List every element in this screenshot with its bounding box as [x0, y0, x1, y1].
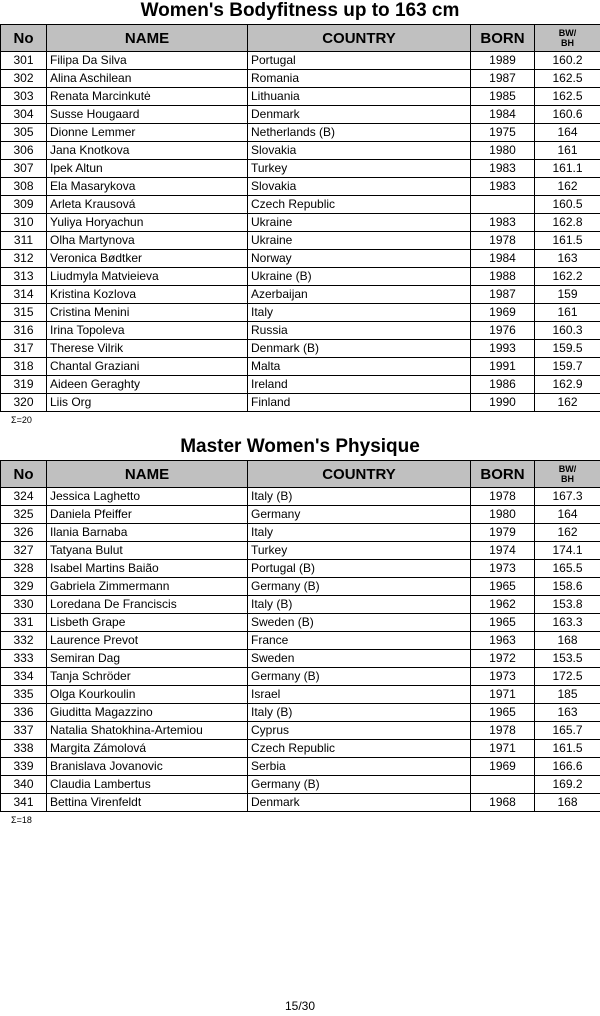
table-row [1, 70, 600, 88]
table-row [1, 376, 600, 394]
cell-born: 1978 [471, 488, 535, 506]
cell-bw-bh: 161.5 [535, 232, 600, 250]
cell-country: Israel [248, 686, 471, 704]
cell-bw-bh: 160.2 [535, 52, 600, 70]
cell-bw-bh: 162 [535, 178, 600, 196]
cell-born: 1988 [471, 268, 535, 286]
cell-number: 316 [1, 322, 47, 340]
cell-country: Turkey [248, 542, 471, 560]
table-row [1, 578, 600, 596]
cell-name: Ilania Barnaba [47, 524, 248, 542]
cell-name: Dionne Lemmer [47, 124, 248, 142]
table-row [1, 704, 600, 722]
table-row [1, 142, 600, 160]
cell-born: 1991 [471, 358, 535, 376]
cell-name: Olha Martynova [47, 232, 248, 250]
cell-number: 302 [1, 70, 47, 88]
cell-born: 1983 [471, 214, 535, 232]
cell-name: Liis Org [47, 394, 248, 412]
cell-name: Alina Aschilean [47, 70, 248, 88]
cell-number: 326 [1, 524, 47, 542]
cell-born: 1989 [471, 52, 535, 70]
cell-country: Italy [248, 304, 471, 322]
cell-bw-bh: 172.5 [535, 668, 600, 686]
cell-number: 328 [1, 560, 47, 578]
table-row [1, 758, 600, 776]
cell-number: 309 [1, 196, 47, 214]
cell-country: Slovakia [248, 178, 471, 196]
cell-name: Laurence Prevot [47, 632, 248, 650]
cell-country: Ukraine [248, 214, 471, 232]
table-row [1, 304, 600, 322]
cell-number: 315 [1, 304, 47, 322]
cell-country: Czech Republic [248, 740, 471, 758]
cell-bw-bh: 153.5 [535, 650, 600, 668]
header-row [1, 25, 600, 52]
header-bw: BW/ [558, 464, 577, 474]
cell-born: 1980 [471, 142, 535, 160]
table-row [1, 632, 600, 650]
cell-country: Sweden (B) [248, 614, 471, 632]
table-row [1, 650, 600, 668]
cell-country: Italy (B) [248, 704, 471, 722]
cell-country: Sweden [248, 650, 471, 668]
cell-number: 303 [1, 88, 47, 106]
cell-number: 335 [1, 686, 47, 704]
cell-country: Ireland [248, 376, 471, 394]
page-number: 15/30 [284, 999, 316, 1013]
cell-number: 314 [1, 286, 47, 304]
cell-country: Germany (B) [248, 668, 471, 686]
cell-bw-bh: 162.2 [535, 268, 600, 286]
header-bw-bh [535, 25, 600, 52]
cell-bw-bh: 168 [535, 794, 600, 812]
cell-number: 310 [1, 214, 47, 232]
cell-born [471, 776, 535, 794]
cell-born: 1965 [471, 704, 535, 722]
cell-number: 319 [1, 376, 47, 394]
cell-name: Gabriela Zimmermann [47, 578, 248, 596]
cell-country: Denmark [248, 106, 471, 124]
cell-number: 311 [1, 232, 47, 250]
cell-number: 325 [1, 506, 47, 524]
table-row [1, 686, 600, 704]
header-row [1, 461, 600, 488]
cell-country: Ukraine [248, 232, 471, 250]
cell-bw-bh: 168 [535, 632, 600, 650]
cell-number: 338 [1, 740, 47, 758]
cell-number: 304 [1, 106, 47, 124]
cell-name: Ela Masarykova [47, 178, 248, 196]
table-row [1, 286, 600, 304]
cell-name: Cristina Menini [47, 304, 248, 322]
cell-bw-bh: 159.7 [535, 358, 600, 376]
header-born: BORN [471, 461, 535, 488]
cell-number: 336 [1, 704, 47, 722]
header-bh: BH [561, 474, 574, 484]
cell-bw-bh: 169.2 [535, 776, 600, 794]
cell-name: Isabel Martins Baião [47, 560, 248, 578]
cell-country: Italy [248, 524, 471, 542]
cell-born: 1965 [471, 614, 535, 632]
cell-number: 301 [1, 52, 47, 70]
cell-country: Italy (B) [248, 488, 471, 506]
cell-born: 1978 [471, 232, 535, 250]
cell-name: Arleta Krausová [47, 196, 248, 214]
cell-country: Slovakia [248, 142, 471, 160]
cell-born: 1980 [471, 506, 535, 524]
table-row [1, 358, 600, 376]
cell-name: Ipek Altun [47, 160, 248, 178]
table-row [1, 394, 600, 412]
cell-number: 334 [1, 668, 47, 686]
cell-born: 1963 [471, 632, 535, 650]
cell-born: 1962 [471, 596, 535, 614]
table-row [1, 88, 600, 106]
cell-number: 312 [1, 250, 47, 268]
cell-country: Romania [248, 70, 471, 88]
cell-name: Margita Zámolová [47, 740, 248, 758]
cell-born: 1983 [471, 178, 535, 196]
entries-table [0, 460, 600, 812]
cell-country: Portugal [248, 52, 471, 70]
cell-name: Yuliya Horyachun [47, 214, 248, 232]
table-row [1, 232, 600, 250]
cell-number: 329 [1, 578, 47, 596]
cell-number: 331 [1, 614, 47, 632]
cell-number: 308 [1, 178, 47, 196]
cell-bw-bh: 164 [535, 506, 600, 524]
cell-country: France [248, 632, 471, 650]
cell-name: Kristina Kozlova [47, 286, 248, 304]
header-name: NAME [47, 25, 248, 52]
cell-number: 339 [1, 758, 47, 776]
table-row [1, 106, 600, 124]
cell-bw-bh: 161.5 [535, 740, 600, 758]
cell-bw-bh: 162.8 [535, 214, 600, 232]
cell-name: Jana Knotkova [47, 142, 248, 160]
cell-country: Finland [248, 394, 471, 412]
entry-count: Σ=18 [11, 815, 32, 825]
cell-name: Natalia Shatokhina-Artemiou [47, 722, 248, 740]
table-row [1, 322, 600, 340]
cell-born: 1976 [471, 322, 535, 340]
cell-born: 1984 [471, 106, 535, 124]
cell-bw-bh: 165.7 [535, 722, 600, 740]
cell-bw-bh: 159 [535, 286, 600, 304]
cell-name: Therese Vilrik [47, 340, 248, 358]
cell-name: Liudmyla Matvieieva [47, 268, 248, 286]
cell-number: 341 [1, 794, 47, 812]
cell-bw-bh: 159.5 [535, 340, 600, 358]
cell-born: 1968 [471, 794, 535, 812]
cell-country: Germany (B) [248, 578, 471, 596]
entries-table [0, 24, 600, 412]
cell-number: 332 [1, 632, 47, 650]
table-row [1, 596, 600, 614]
table-row [1, 668, 600, 686]
cell-born: 1987 [471, 70, 535, 88]
cell-name: Semiran Dag [47, 650, 248, 668]
cell-name: Veronica Bødtker [47, 250, 248, 268]
cell-born: 1973 [471, 560, 535, 578]
cell-born: 1993 [471, 340, 535, 358]
header-no: No [1, 461, 47, 488]
cell-number: 320 [1, 394, 47, 412]
table-row [1, 776, 600, 794]
cell-number: 327 [1, 542, 47, 560]
header-no: No [1, 25, 47, 52]
cell-number: 317 [1, 340, 47, 358]
header-bw-bh [535, 461, 600, 488]
cell-number: 330 [1, 596, 47, 614]
cell-number: 324 [1, 488, 47, 506]
table-row [1, 52, 600, 70]
cell-country: Russia [248, 322, 471, 340]
cell-bw-bh: 174.1 [535, 542, 600, 560]
cell-name: Filipa Da Silva [47, 52, 248, 70]
cell-bw-bh: 185 [535, 686, 600, 704]
cell-country: Portugal (B) [248, 560, 471, 578]
header-country: COUNTRY [248, 461, 471, 488]
header-born: BORN [471, 25, 535, 52]
cell-bw-bh: 164 [535, 124, 600, 142]
cell-born: 1965 [471, 578, 535, 596]
cell-number: 307 [1, 160, 47, 178]
cell-born: 1971 [471, 686, 535, 704]
table-row [1, 196, 600, 214]
cell-name: Olga Kourkoulin [47, 686, 248, 704]
cell-born [471, 196, 535, 214]
cell-born: 1973 [471, 668, 535, 686]
table-row [1, 214, 600, 232]
cell-bw-bh: 162 [535, 524, 600, 542]
section-title: Master Women's Physique [180, 436, 420, 457]
cell-bw-bh: 160.3 [535, 322, 600, 340]
cell-bw-bh: 165.5 [535, 560, 600, 578]
cell-bw-bh: 161.1 [535, 160, 600, 178]
cell-bw-bh: 163.3 [535, 614, 600, 632]
cell-born: 1972 [471, 650, 535, 668]
cell-bw-bh: 158.6 [535, 578, 600, 596]
cell-name: Bettina Virenfeldt [47, 794, 248, 812]
cell-number: 340 [1, 776, 47, 794]
cell-born: 1990 [471, 394, 535, 412]
cell-born: 1986 [471, 376, 535, 394]
cell-bw-bh: 153.8 [535, 596, 600, 614]
entry-count: Σ=20 [11, 415, 32, 425]
cell-country: Cyprus [248, 722, 471, 740]
cell-born: 1971 [471, 740, 535, 758]
table-row [1, 560, 600, 578]
cell-name: Giuditta Magazzino [47, 704, 248, 722]
header-bh: BH [561, 38, 574, 48]
table-row [1, 340, 600, 358]
cell-born: 1979 [471, 524, 535, 542]
cell-name: Jessica Laghetto [47, 488, 248, 506]
table-row [1, 160, 600, 178]
header-name: NAME [47, 461, 248, 488]
cell-country: Germany (B) [248, 776, 471, 794]
cell-country: Malta [248, 358, 471, 376]
cell-born: 1969 [471, 758, 535, 776]
cell-country: Norway [248, 250, 471, 268]
cell-name: Loredana De Franciscis [47, 596, 248, 614]
cell-name: Tatyana Bulut [47, 542, 248, 560]
table-row [1, 178, 600, 196]
cell-number: 337 [1, 722, 47, 740]
section-title: Women's Bodyfitness up to 163 cm [140, 0, 460, 21]
cell-number: 333 [1, 650, 47, 668]
table-row [1, 250, 600, 268]
cell-country: Italy (B) [248, 596, 471, 614]
table-row [1, 722, 600, 740]
cell-bw-bh: 162.5 [535, 88, 600, 106]
cell-country: Lithuania [248, 88, 471, 106]
cell-name: Tanja Schröder [47, 668, 248, 686]
table-row [1, 488, 600, 506]
cell-bw-bh: 163 [535, 250, 600, 268]
cell-born: 1974 [471, 542, 535, 560]
cell-name: Chantal Graziani [47, 358, 248, 376]
table-row [1, 506, 600, 524]
cell-number: 318 [1, 358, 47, 376]
cell-born: 1978 [471, 722, 535, 740]
cell-country: Turkey [248, 160, 471, 178]
cell-born: 1983 [471, 160, 535, 178]
cell-name: Branislava Jovanovic [47, 758, 248, 776]
cell-bw-bh: 166.6 [535, 758, 600, 776]
cell-born: 1969 [471, 304, 535, 322]
table-row [1, 740, 600, 758]
cell-country: Denmark [248, 794, 471, 812]
cell-bw-bh: 162.5 [535, 70, 600, 88]
cell-name: Renata Marcinkutė [47, 88, 248, 106]
cell-bw-bh: 160.5 [535, 196, 600, 214]
cell-name: Susse Hougaard [47, 106, 248, 124]
header-bw: BW/ [558, 28, 577, 38]
cell-bw-bh: 162 [535, 394, 600, 412]
table-row [1, 524, 600, 542]
cell-bw-bh: 160.6 [535, 106, 600, 124]
table-row [1, 614, 600, 632]
cell-country: Czech Republic [248, 196, 471, 214]
cell-bw-bh: 162.9 [535, 376, 600, 394]
cell-country: Germany [248, 506, 471, 524]
cell-country: Ukraine (B) [248, 268, 471, 286]
cell-number: 306 [1, 142, 47, 160]
cell-bw-bh: 161 [535, 304, 600, 322]
cell-name: Daniela Pfeiffer [47, 506, 248, 524]
cell-bw-bh: 161 [535, 142, 600, 160]
cell-number: 313 [1, 268, 47, 286]
cell-number: 305 [1, 124, 47, 142]
cell-bw-bh: 167.3 [535, 488, 600, 506]
cell-name: Irina Topoleva [47, 322, 248, 340]
cell-bw-bh: 163 [535, 704, 600, 722]
cell-country: Netherlands (B) [248, 124, 471, 142]
header-country: COUNTRY [248, 25, 471, 52]
table-row [1, 794, 600, 812]
cell-born: 1975 [471, 124, 535, 142]
table-row [1, 268, 600, 286]
cell-born: 1987 [471, 286, 535, 304]
cell-born: 1985 [471, 88, 535, 106]
table-row [1, 542, 600, 560]
cell-country: Denmark (B) [248, 340, 471, 358]
cell-name: Lisbeth Grape [47, 614, 248, 632]
cell-country: Azerbaijan [248, 286, 471, 304]
cell-name: Claudia Lambertus [47, 776, 248, 794]
cell-born: 1984 [471, 250, 535, 268]
cell-name: Aideen Geraghty [47, 376, 248, 394]
cell-country: Serbia [248, 758, 471, 776]
table-row [1, 124, 600, 142]
